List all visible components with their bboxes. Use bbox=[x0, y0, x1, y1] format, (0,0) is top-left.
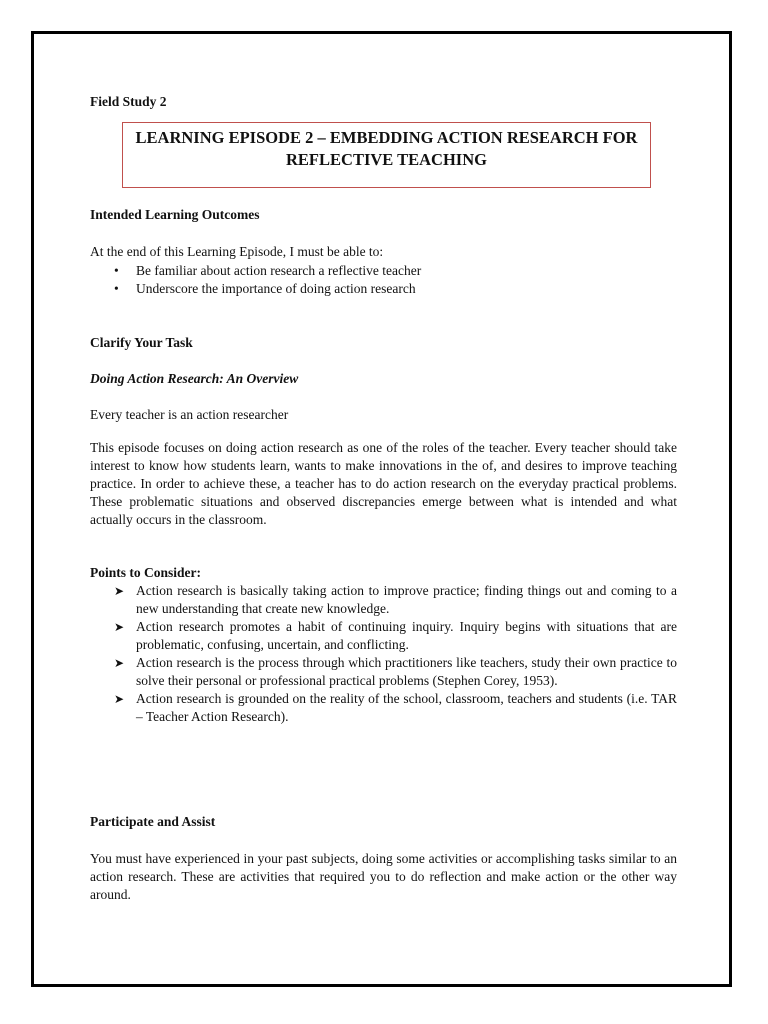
arrow-bullet-icon: ➤ bbox=[114, 620, 125, 634]
outcome-text: Be familiar about action research a reflective teacher bbox=[136, 263, 422, 278]
bullet-icon: • bbox=[114, 281, 119, 296]
episode-title bbox=[110, 127, 663, 171]
point-text: Action research is grounded on the reality of the school, classroom, teachers and students (i.e. TAR – Teacher Action Research). bbox=[136, 691, 677, 724]
outcomes-list bbox=[114, 262, 677, 298]
clarify-body: This episode focuses on doing action research as one of the roles of the teacher. Every teacher should take interest to know how students learn, wants to make innovations in the of, and desires to improve teaching practice. In order to achieve these, a teacher has to do action research on the everyday practical problems. These problematic situations and observed discrepancies emerge between what is intended and what actually occurs in the classroom. bbox=[90, 440, 677, 527]
outcomes-intro: At the end of this Learning Episode, I must be able to: bbox=[90, 244, 384, 259]
participate-heading: Participate and Assist bbox=[90, 814, 216, 829]
point-item bbox=[114, 582, 677, 618]
episode-title-line-1: LEARNING EPISODE 2 – EMBEDDING ACTION RESEARCH FOR bbox=[135, 128, 638, 147]
arrow-bullet-icon: ➤ bbox=[114, 692, 125, 706]
clarify-heading: Clarify Your Task bbox=[90, 335, 193, 350]
points-heading: Points to Consider: bbox=[90, 565, 201, 580]
points-list bbox=[114, 582, 677, 726]
course-label: Field Study 2 bbox=[90, 94, 167, 109]
outcome-item bbox=[114, 280, 677, 298]
point-item bbox=[114, 654, 677, 690]
clarify-lead: Every teacher is an action researcher bbox=[90, 407, 289, 422]
arrow-bullet-icon: ➤ bbox=[114, 656, 125, 670]
outcomes-heading: Intended Learning Outcomes bbox=[90, 207, 260, 222]
bullet-icon: • bbox=[114, 263, 119, 278]
point-text: Action research is the process through which practitioners like teachers, study their own practice to solve their personal or professional practical problems (Stephen Corey, 1953). bbox=[136, 655, 677, 688]
outcome-text: Underscore the importance of doing action research bbox=[136, 281, 416, 296]
episode-title-line-2: REFLECTIVE TEACHING bbox=[286, 150, 487, 169]
point-text: Action research promotes a habit of continuing inquiry. Inquiry begins with situations that are problematic, confusing, uncertain, and conflicting. bbox=[136, 619, 677, 652]
participate-body: You must have experienced in your past subjects, doing some activities or accomplishing tasks similar to an action research. These are activities that required you to do reflection and make action or the other way around. bbox=[90, 851, 677, 902]
arrow-bullet-icon: ➤ bbox=[114, 584, 125, 598]
point-text: Action research is basically taking action to improve practice; finding things out and coming to a new understanding that create new knowledge. bbox=[136, 583, 677, 616]
point-item bbox=[114, 690, 677, 726]
clarify-subheading: Doing Action Research: An Overview bbox=[90, 371, 299, 386]
point-item bbox=[114, 618, 677, 654]
outcome-item bbox=[114, 262, 677, 280]
